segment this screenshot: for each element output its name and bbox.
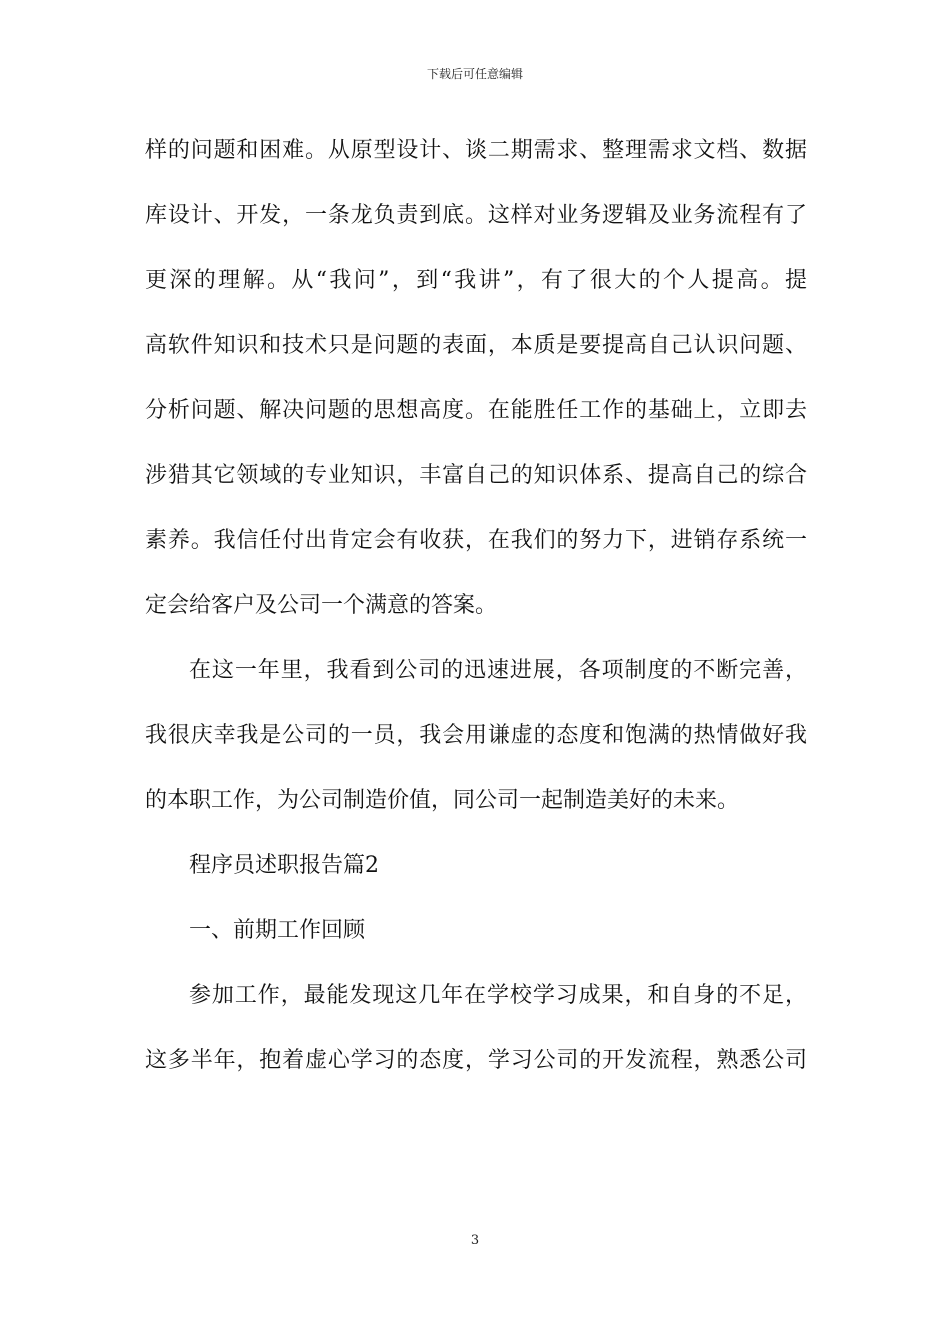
- text-line: 更深的理解。从“我问”，到“我讲”，有了很大的个人提高。提: [145, 268, 807, 293]
- text-line: 素养。我信任付出肯定会有收获，在我们的努力下，进销存系统一: [145, 528, 807, 553]
- section-subheading: 一、前期工作回顾: [189, 918, 366, 943]
- text-line: 这多半年，抱着虚心学习的态度，学习公司的开发流程，熟悉公司: [145, 1048, 807, 1073]
- text-line: 定会给客户及公司一个满意的答案。: [145, 593, 498, 618]
- text-line: 高软件知识和技术只是问题的表面，本质是要提高自己认识问题、: [145, 333, 807, 358]
- section-heading: 程序员述职报告篇2: [189, 853, 379, 878]
- text-line: 我很庆幸我是公司的一员，我会用谦虚的态度和饱满的热情做好我: [145, 723, 807, 748]
- page-header: 下载后可任意编辑: [426, 67, 523, 81]
- text-line: 库设计、开发，一条龙负责到底。这样对业务逻辑及业务流程有了: [145, 203, 807, 228]
- text-line: 在这一年里，我看到公司的迅速进展，各项制度的不断完善，: [189, 658, 807, 683]
- text-line: 样的问题和困难。从原型设计、谈二期需求、整理需求文档、数据: [145, 138, 807, 163]
- text-line: 涉猎其它领域的专业知识，丰富自己的知识体系、提高自己的综合: [145, 463, 807, 488]
- page-number: 3: [470, 1233, 480, 1248]
- text-line: 的本职工作，为公司制造价值，同公司一起制造美好的未来。: [145, 788, 740, 813]
- text-line: 参加工作，最能发现这几年在学校学习成果，和自身的不足，: [189, 983, 807, 1008]
- document-body: [145, 128, 807, 1103]
- text-line: 分析问题、解决问题的思想高度。在能胜任工作的基础上，立即去: [145, 398, 807, 423]
